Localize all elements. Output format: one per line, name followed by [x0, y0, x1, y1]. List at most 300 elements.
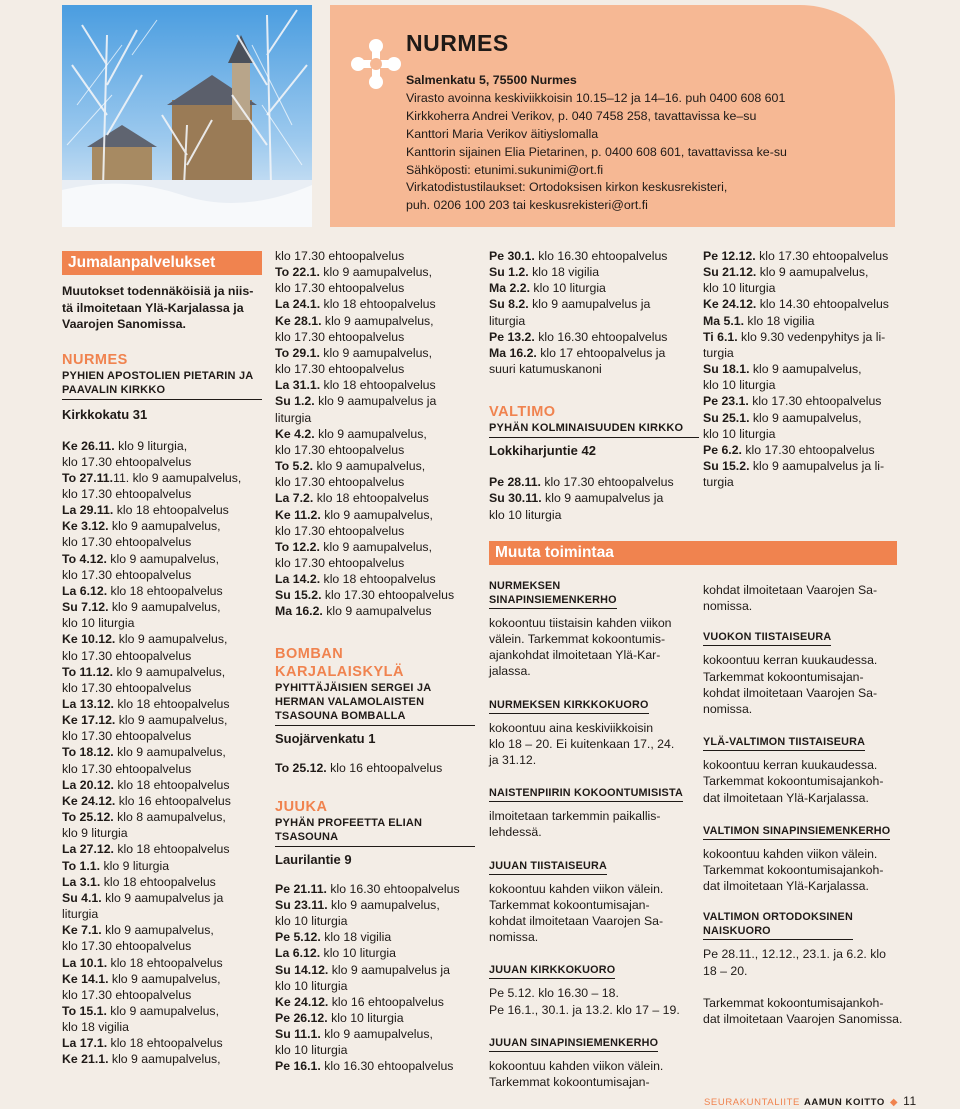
activity-text: Tarkemmat kokoontumisajankoh- — [703, 996, 884, 1011]
service-text: klo 17.30 ehtoopalvelus — [62, 454, 192, 469]
service-entry — [275, 603, 475, 619]
intro-line: tä ilmoitetaan Ylä-Karjalassa ja — [62, 300, 244, 315]
column-2 — [275, 248, 475, 1075]
activity-group — [703, 910, 903, 1043]
service-entry — [62, 454, 262, 470]
activity-text — [703, 979, 903, 995]
location-bomba: BOMBAN KARJALAISKYLÄ — [275, 645, 404, 680]
service-entry — [275, 555, 475, 571]
service-entry — [275, 587, 475, 603]
service-date: La 10.1. — [62, 955, 108, 970]
activity-text: kokoontuu kahden viikon välein. — [489, 881, 664, 896]
service-entry — [62, 712, 262, 728]
footer-section: SEURAKUNTALIITE — [704, 1097, 800, 1108]
church-name-line: PYHITTÄJÄISIEN SERGEI JA — [275, 681, 432, 694]
service-text: klo 9.30 vedenpyhitys ja li- — [737, 329, 886, 344]
service-entry — [62, 761, 262, 777]
service-text: klo 17.30 ehtoopalvelus — [62, 567, 192, 582]
service-text: klo 10 liturgia — [62, 616, 135, 631]
service-entry — [489, 296, 699, 312]
service-text: klo 9 aamupalvelus, — [313, 459, 426, 474]
service-date: La 29.11. — [62, 503, 114, 518]
service-date: Su 30.11. — [489, 491, 542, 506]
service-entry — [62, 664, 262, 680]
service-entry — [62, 680, 262, 696]
service-entry — [62, 486, 262, 502]
activity-text: nomissa. — [703, 702, 753, 717]
diamond-icon: ◆ — [889, 1097, 899, 1108]
service-date: La 6.12. — [62, 583, 108, 598]
service-text: klo 17.30 ehtoopalvelus — [62, 535, 192, 550]
service-date: To 25.12. — [275, 760, 327, 775]
activity-list — [703, 628, 903, 1043]
church-name-line: HERMAN VALAMOLAISTEN — [275, 695, 425, 708]
church-address: Kirkkokatu 31 — [62, 406, 148, 422]
activity-heading — [703, 824, 890, 840]
activity-text: lehdessä. — [489, 825, 542, 840]
activity-heading-line: VALTIMON SINAPINSIEMENKERHO — [703, 824, 891, 837]
activity-heading-line: SINAPINSIEMENKERHO — [489, 593, 617, 606]
contact-line: Salmenkatu 5, 75500 Nurmes — [406, 73, 577, 87]
service-entry — [62, 534, 262, 550]
service-text: klo 17.30 ehtoopalvelus — [755, 249, 889, 263]
service-text: klo 18 vigilia — [62, 1020, 129, 1035]
service-date: Pe 5.12. — [275, 930, 321, 945]
service-date: Ke 10.12. — [62, 632, 116, 647]
activity-text: kokoontuu kahden viikon välein. — [489, 1058, 664, 1073]
activity-heading — [489, 859, 607, 875]
service-entry — [62, 890, 262, 906]
service-entry — [275, 1010, 475, 1026]
service-entry — [489, 361, 699, 377]
church-name-line: PAAVALIN KIRKKO — [62, 383, 166, 396]
service-text: klo 17.30 ehtoopalvelus — [275, 281, 405, 296]
service-entry — [62, 874, 262, 890]
service-entry — [275, 490, 475, 506]
activity-heading-line: VALTIMON ORTODOKSINEN — [703, 911, 853, 924]
service-date: La 13.12. — [62, 697, 114, 711]
service-text: klo 18 ehtoopalvelus — [107, 1036, 223, 1051]
service-entry — [275, 280, 475, 296]
activity-text: dat ilmoitetaan Ylä-Karjalassa. — [703, 790, 869, 805]
activity-text: Pe 28.11., 12.12., 23.1. ja 6.2. klo — [703, 947, 886, 962]
activity-text: ilmoitetaan tarkemmin paikallis- — [489, 809, 661, 824]
service-entry — [62, 518, 262, 534]
service-text: klo 18 ehtoopalvelus — [313, 491, 429, 506]
activity-group — [489, 1034, 699, 1106]
service-entry — [703, 313, 903, 329]
service-list — [275, 881, 475, 1075]
service-text: klo 10 liturgia — [275, 1043, 348, 1058]
activity-text: klo 18 – 20. Ei kuitenkaan 17., 24. — [489, 736, 675, 751]
service-entry — [62, 502, 262, 518]
service-date: Ma 16.2. — [489, 345, 537, 360]
service-date: To 29.1. — [275, 345, 320, 360]
service-text: klo 9 aamupalvelus, — [319, 265, 432, 280]
intro-line: Vaarojen Sanomissa. — [62, 317, 186, 331]
service-entry — [275, 507, 475, 523]
location-nurmes: NURMES — [62, 351, 128, 368]
service-entry — [489, 474, 699, 490]
service-entry — [62, 971, 262, 987]
service-text: klo 17.30 ehtoopalvelus — [62, 939, 192, 954]
service-entry — [275, 539, 475, 555]
service-entry — [275, 329, 475, 345]
service-entry — [275, 248, 475, 264]
service-date: Pe 28.11. — [489, 475, 541, 490]
activity-text: Tarkemmat kokoontumisajan- — [489, 1074, 650, 1089]
service-text: klo 16.30 ehtoopalvelus — [320, 1059, 454, 1074]
service-entry — [703, 329, 903, 345]
parish-contact-info — [406, 72, 886, 215]
service-date: Ti 6.1. — [703, 329, 738, 344]
activity-group — [703, 628, 903, 733]
service-text: klo 9 aamupalvelus, — [314, 426, 427, 441]
service-text: turgia — [703, 475, 734, 490]
service-text: turgia — [703, 345, 734, 360]
church-address: Suojärvenkatu 1 — [275, 730, 376, 746]
activity-group — [489, 579, 699, 696]
activity-text: nomissa. — [489, 930, 539, 945]
service-text: klo 17 ehtoopalvelus ja — [536, 345, 666, 360]
service-text: klo 10 liturgia — [327, 1011, 404, 1025]
activity-text: kohdat ilmoitetaan Vaarojen Sa- — [489, 913, 664, 928]
activity-text: välein. Tarkemmat kokoontumis- — [489, 631, 666, 646]
service-entry — [62, 955, 262, 971]
service-entry — [489, 248, 699, 264]
service-entry — [275, 929, 475, 945]
service-text: klo 17.30 ehtoopalvelus — [275, 475, 405, 490]
service-date: Su 8.2. — [489, 297, 529, 312]
service-entry — [62, 470, 262, 486]
activity-group — [489, 961, 699, 1033]
activity-heading — [489, 1036, 658, 1052]
activity-text: Tarkemmat kokoontumisajankoh- — [703, 863, 884, 878]
service-date: Pe 13.2. — [489, 329, 535, 344]
service-text: klo 16 ehtoopalvelus — [328, 994, 444, 1009]
service-text: klo 17.30 ehtoopalvelus — [540, 475, 674, 490]
service-date: To 22.1. — [275, 265, 320, 280]
service-date: Su 18.1. — [703, 362, 750, 377]
service-date: La 27.12. — [62, 842, 114, 857]
service-entry — [275, 945, 475, 961]
service-date: Ke 17.12. — [62, 713, 116, 728]
activity-group — [489, 696, 699, 785]
service-text: klo 16 ehtoopalvelus — [326, 760, 443, 775]
service-entry — [62, 728, 262, 744]
service-entry — [62, 1003, 262, 1019]
service-date: Ke 24.12. — [703, 297, 757, 312]
service-entry — [62, 551, 262, 567]
service-text: 11. klo 9 aamupalvelus, — [113, 470, 242, 485]
service-entry — [703, 377, 903, 393]
page-footer — [704, 1094, 917, 1108]
service-text: klo 18 ehtoopalvelus — [107, 955, 223, 970]
activity-text: Tarkemmat kokoontumisajan- — [489, 897, 650, 912]
service-date: Pe 30.1. — [489, 249, 535, 263]
service-text: klo 17.30 ehtoopalvelus — [62, 761, 192, 776]
activity-group — [703, 822, 903, 911]
service-date: Ke 3.12. — [62, 519, 109, 534]
service-entry — [275, 994, 475, 1010]
activity-text: kokoontuu tiistaisin kahden viikon — [489, 615, 672, 630]
service-entry — [62, 825, 262, 841]
activity-text: jalassa. — [489, 664, 531, 679]
activity-heading — [489, 579, 617, 609]
service-entry — [703, 248, 903, 264]
service-entry — [275, 881, 475, 897]
activity-text: dat ilmoitetaan Ylä-Karjalassa. — [703, 879, 869, 894]
church-address: Laurilantie 9 — [275, 851, 352, 867]
service-entry — [62, 906, 262, 922]
service-text: klo 9 aamupalvelus, — [101, 923, 214, 938]
service-date: Ma 2.2. — [489, 281, 531, 296]
church-name — [275, 816, 475, 844]
service-text: klo 9 liturgia — [62, 826, 128, 841]
activity-text: 18 – 20. — [703, 963, 748, 978]
church-name-line: TSASOUNA BOMBALLA — [275, 709, 406, 722]
service-entry — [62, 1019, 262, 1035]
service-date: La 17.1. — [62, 1036, 108, 1051]
service-text: klo 16.30 ehtoopalvelus — [534, 249, 668, 263]
service-entry — [275, 393, 475, 409]
activity-group — [703, 733, 903, 822]
column-4-activities — [703, 582, 903, 1043]
service-entry — [62, 858, 262, 874]
service-entry — [489, 507, 699, 523]
service-date: Pe 21.11. — [275, 881, 327, 896]
activity-text: Tarkemmat kokoontumisajankoh- — [703, 774, 884, 789]
service-entry — [489, 313, 699, 329]
service-date: Ke 26.11. — [62, 438, 115, 453]
service-date: La 14.2. — [275, 572, 321, 587]
service-text: klo 10 liturgia — [703, 281, 776, 296]
service-entry — [489, 264, 699, 280]
service-entry — [703, 426, 903, 442]
service-entry — [703, 264, 903, 280]
service-entry — [703, 345, 903, 361]
service-entry — [275, 897, 475, 913]
service-date: Su 15.2. — [275, 588, 322, 603]
service-text: klo 9 aamupalvelus, — [108, 1052, 221, 1067]
church-photo — [62, 5, 312, 227]
service-date: Ke 28.1. — [275, 313, 322, 328]
service-text: klo 17.30 ehtoopalvelus — [275, 555, 405, 570]
activity-text: kokoontuu kahden viikon välein. — [703, 846, 878, 861]
service-date: To 11.12. — [62, 664, 114, 679]
footer-brand: AAMUN KOITTO — [803, 1097, 885, 1108]
service-text: klo 9 aamupalvelus, — [108, 600, 221, 615]
service-entry — [489, 329, 699, 345]
activity-heading — [489, 786, 683, 802]
service-text: klo 16 ehtoopalvelus — [115, 793, 231, 808]
activity-heading-line: JUUAN SINAPINSIEMENKERHO — [489, 1036, 659, 1049]
page-number: 11 — [903, 1094, 917, 1108]
service-entry — [62, 809, 262, 825]
contact-line: puh. 0206 100 203 tai keskusrekisteri@ort.fi — [406, 198, 648, 213]
service-date: Su 1.2. — [275, 394, 315, 409]
section-bar-services: Jumalanpalvelukset — [62, 251, 262, 275]
service-text: suuri katumuskanoni — [489, 362, 602, 377]
service-entry — [62, 438, 262, 454]
service-text: klo 9 aamupalvelus, — [108, 971, 221, 986]
church-name — [62, 369, 262, 397]
service-date: Su 23.11. — [275, 897, 328, 912]
service-date: La 7.2. — [275, 491, 314, 506]
service-date: Ke 21.1. — [62, 1052, 109, 1067]
service-text: klo 9 aamupalvelus, — [319, 539, 432, 554]
service-entry — [62, 599, 262, 615]
service-entry — [275, 474, 475, 490]
service-entry — [275, 458, 475, 474]
service-text: klo 9 aamupalvelus ja — [528, 297, 651, 312]
service-list — [489, 474, 699, 522]
column-3 — [489, 248, 699, 1106]
service-text: klo 9 aamupalvelus, — [319, 345, 432, 360]
service-date: Su 4.1. — [62, 890, 102, 905]
service-text: klo 9 aamupalvelus, — [106, 551, 219, 566]
service-date: Pe 23.1. — [703, 394, 749, 409]
service-entry — [62, 648, 262, 664]
service-text: klo 16.30 ehtoopalvelus — [534, 329, 668, 344]
service-text: klo 9 aamupalvelus, — [320, 507, 433, 522]
service-text: klo 18 ehtoopalvelus — [113, 842, 230, 857]
service-text: klo 18 vigilia — [320, 930, 392, 945]
service-text: klo 17.30 ehtoopalvelus — [748, 394, 882, 409]
service-entry — [62, 615, 262, 631]
service-text: klo 10 liturgia — [489, 507, 562, 522]
contact-line: Kirkkoherra Andrei Verikov, p. 040 7458 258, tavattavissa ke–su — [406, 108, 757, 123]
service-text: klo 10 liturgia — [530, 281, 606, 296]
service-entry — [275, 760, 475, 776]
intro-line: Muutokset todennäköisiä ja niis- — [62, 284, 254, 298]
service-date: Su 15.2. — [703, 459, 750, 474]
service-text: klo 16.30 ehtoopalvelus — [326, 881, 460, 896]
service-entry — [703, 393, 903, 409]
service-text: liturgia — [275, 410, 312, 425]
activity-heading-line: YLÄ-VALTIMON TIISTAISEURA — [703, 736, 866, 749]
service-text: klo 9 aamupalvelus, — [321, 313, 434, 328]
service-text: klo 9 aamupalvelus ja — [541, 491, 664, 506]
service-entry — [62, 696, 262, 712]
service-text: klo 17.30 ehtoopalvelus — [62, 648, 192, 663]
service-text: klo 18 vigilia — [528, 265, 600, 280]
service-date: Ke 24.12. — [275, 994, 329, 1009]
service-date: Pe 12.12. — [703, 249, 756, 263]
service-date: Ma 16.2. — [275, 604, 323, 619]
service-entry — [62, 631, 262, 647]
service-date: Su 11.1. — [275, 1027, 321, 1042]
service-text: klo 10 liturgia — [703, 378, 776, 393]
service-entry — [275, 264, 475, 280]
service-text: klo 17.30 ehtoopalvelus — [321, 588, 455, 603]
service-text: klo 18 ehtoopalvelus — [113, 777, 230, 792]
location-juuka: JUUKA — [275, 798, 328, 815]
service-text: klo 18 ehtoopalvelus — [113, 503, 229, 518]
contact-line: Sähköposti: etunimi.sukunimi@ort.fi — [406, 162, 604, 177]
page-title: NURMES — [406, 30, 509, 56]
activity-heading-line: VUOKON TIISTAISEURA — [703, 631, 832, 644]
service-entry — [703, 280, 903, 296]
church-name-line: PYHÄN PROFEETTA ELIAN — [275, 816, 423, 829]
service-entry — [62, 987, 262, 1003]
service-text: klo 10 liturgia — [703, 426, 776, 441]
activity-text: kokoontuu kerran kuukaudessa. — [703, 653, 878, 668]
activity-text: kohdat ilmoitetaan Vaarojen Sa- — [703, 583, 878, 597]
service-text: klo 9 aamupalvelus, — [749, 362, 862, 377]
activity-group — [489, 784, 699, 856]
activity-text: kokoontuu kerran kuukaudessa. — [703, 758, 878, 773]
service-entry — [275, 345, 475, 361]
service-text: klo 18 ehtoopalvelus — [320, 572, 436, 587]
service-entry — [703, 361, 903, 377]
activity-heading — [703, 630, 831, 646]
service-date: Ke 11.2. — [275, 507, 321, 522]
activity-heading — [489, 698, 649, 714]
service-date: To 1.1. — [62, 858, 101, 873]
service-text: klo 17.30 ehtoopalvelus — [275, 362, 405, 377]
service-entry — [275, 361, 475, 377]
service-text: klo 18 vigilia — [744, 313, 815, 328]
service-text: klo 9 aamupalvelus, — [115, 632, 228, 647]
activity-heading-line: NURMEKSEN KIRKKOKUORO — [489, 698, 649, 711]
service-text: klo 9 aamupalvelus, — [108, 519, 221, 534]
service-list — [489, 248, 699, 377]
service-date: La 31.1. — [275, 378, 321, 393]
service-date: Su 21.12. — [703, 265, 757, 280]
service-text: klo 9 aamupalvelus ja — [101, 890, 224, 905]
service-text: klo 17.30 ehtoopalvelus — [275, 329, 405, 344]
service-date: Su 7.12. — [62, 600, 109, 615]
service-text: klo 9 liturgia — [100, 858, 170, 873]
service-date: To 4.12. — [62, 551, 107, 566]
service-list — [703, 248, 903, 490]
contact-line: Virasto avoinna keskiviikkoisin 10.15–12 ja 14–16. puh 0400 608 601 — [406, 90, 786, 105]
service-date: To 18.12. — [62, 745, 114, 760]
service-entry — [62, 777, 262, 793]
service-text: klo 18 ehtoopalvelus — [320, 378, 436, 393]
service-date: To 5.2. — [275, 459, 314, 474]
service-text: klo 9 aamupalvelus ja — [314, 394, 437, 409]
service-entry — [275, 523, 475, 539]
activity-text: kohdat ilmoitetaan Vaarojen Sa- — [703, 685, 878, 700]
service-entry — [275, 1058, 475, 1074]
service-text: klo 17.30 ehtoopalvelus — [62, 987, 192, 1002]
service-entry — [703, 458, 903, 474]
church-name — [489, 421, 699, 435]
service-date: La 24.1. — [275, 297, 321, 312]
service-entry — [489, 345, 699, 361]
service-entry — [275, 962, 475, 978]
service-entry — [275, 1026, 475, 1042]
service-entry — [275, 296, 475, 312]
service-text: klo 18 ehtoopalvelus — [107, 583, 223, 598]
service-entry — [275, 410, 475, 426]
service-text: klo 9 aamupalvelus — [322, 604, 432, 619]
service-date: La 3.1. — [62, 874, 101, 889]
service-text: klo 9 aamupalvelus ja — [328, 962, 451, 977]
activity-heading — [703, 910, 853, 940]
service-entry — [275, 978, 475, 994]
service-text: klo 10 liturgia — [275, 914, 348, 929]
service-text: klo 18 ehtoopalvelus — [100, 874, 216, 889]
service-entry — [62, 567, 262, 583]
section-bar-other-activities: Muuta toimintaa — [489, 541, 897, 565]
service-date: Ke 24.12. — [62, 793, 116, 808]
activity-group — [489, 857, 699, 962]
activity-list — [489, 579, 699, 1106]
services-intro — [62, 283, 262, 333]
